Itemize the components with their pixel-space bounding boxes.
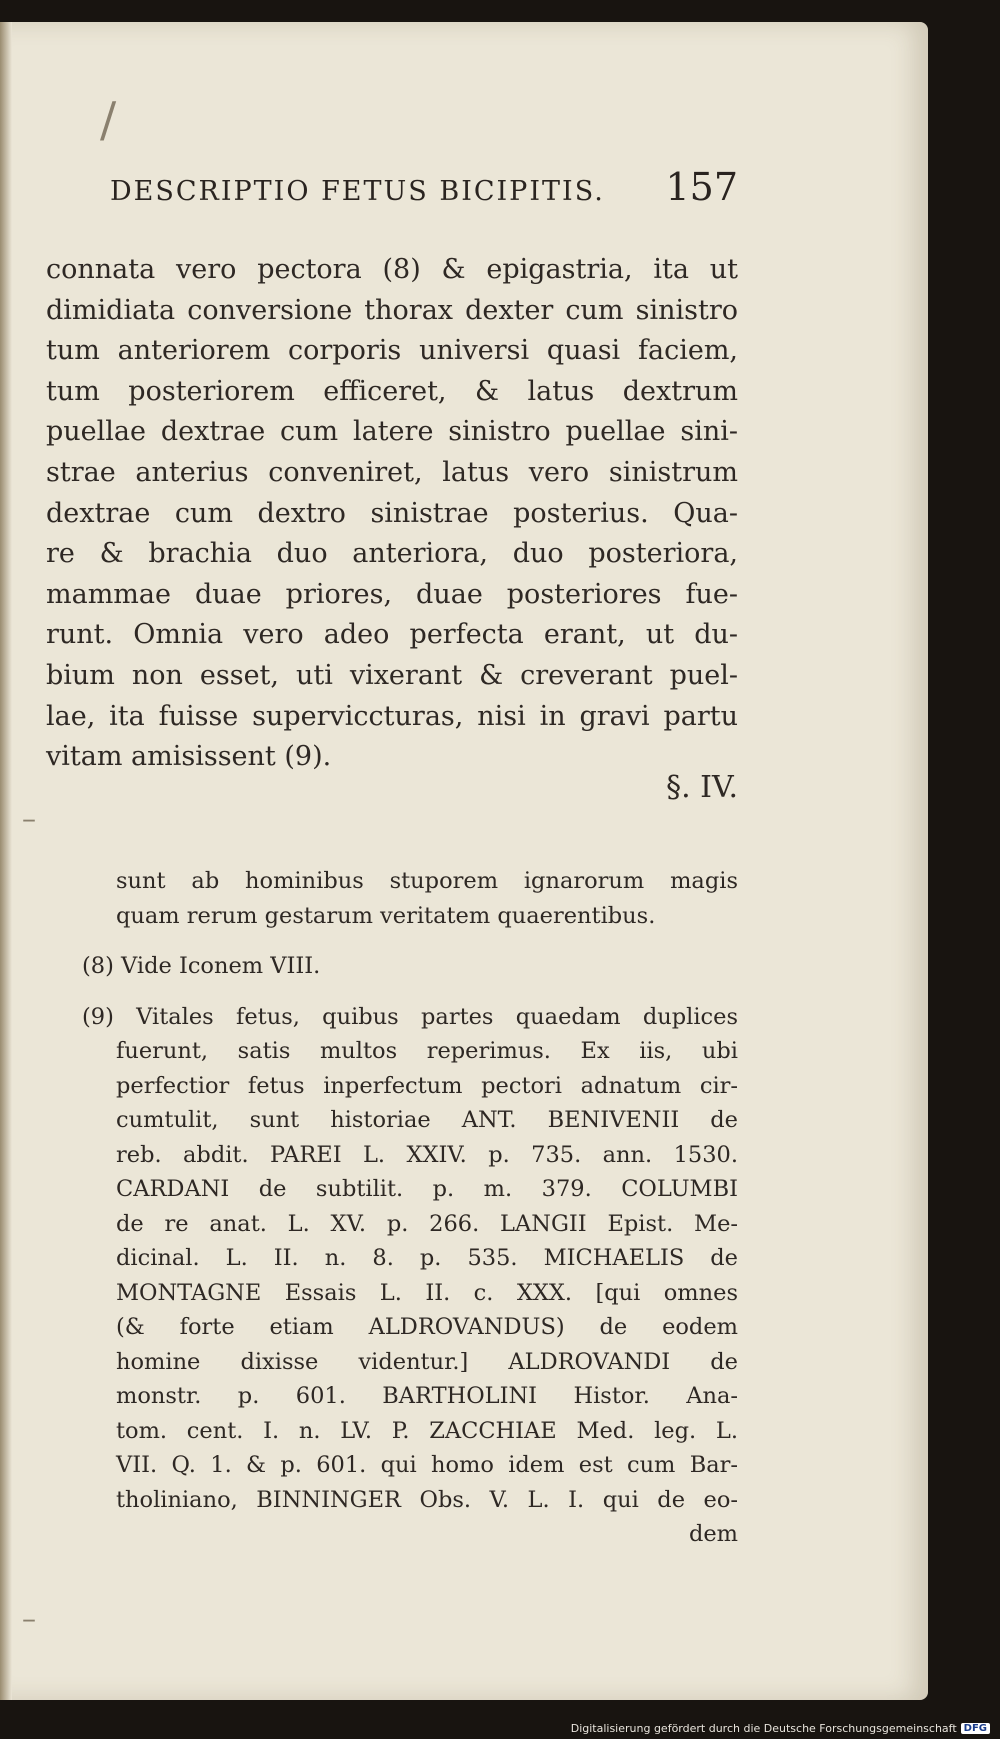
body-line: re & brachia duo anteriora, duo posteriora, bbox=[46, 538, 738, 570]
body-line: tum posteriorem efficeret, & latus dextrum bbox=[46, 375, 738, 407]
catchword: dem bbox=[688, 1521, 738, 1547]
body-line: runt. Omnia vero adeo perfecta erant, ut du- bbox=[46, 619, 738, 651]
book-page bbox=[0, 22, 928, 1700]
body-line: bium non esset, uti vixerant & creverant puel- bbox=[46, 659, 738, 691]
body-line: mammae duae priores, duae posteriores fue- bbox=[46, 578, 738, 610]
section-heading-catchword: §. IV. bbox=[666, 770, 738, 805]
body-line: lae, ita fuisse superviccturas, nisi in gravi partu bbox=[46, 700, 738, 732]
footnotes bbox=[82, 864, 738, 1552]
footnote-9-line: cumtulit, sunt historiae ANT. BENIVENII de bbox=[116, 1107, 738, 1133]
body-line: strae anterius conveniret, latus vero sinistrum bbox=[46, 456, 738, 488]
page-number: 157 bbox=[665, 165, 738, 209]
running-title: DESCRIPTIO FETUS BICIPITIS. bbox=[110, 176, 605, 207]
footnote-continuation-line: sunt ab hominibus stuporem ignarorum magis bbox=[116, 868, 738, 894]
pencil-mark-left-1: – bbox=[22, 802, 36, 835]
body-line: dextrae cum dextro sinistrae posterius. Qua- bbox=[46, 497, 738, 529]
body-line: puellae dextrae cum latere sinistro puellae sini- bbox=[46, 416, 738, 448]
pencil-mark-top: / bbox=[100, 92, 117, 148]
footnote-9-line: reb. abdit. PAREI L. XXIV. p. 735. ann. 1530. bbox=[116, 1141, 738, 1168]
digitization-credit bbox=[571, 1722, 990, 1735]
footnote-9-line: perfectior fetus inperfectum pectori adnatum cir- bbox=[116, 1072, 738, 1099]
body-line: connata vero pectora (8) & epigastria, ita ut bbox=[46, 254, 738, 285]
body-line: tum anteriorem corporis universi quasi faciem, bbox=[46, 335, 738, 367]
page-gutter-shadow bbox=[0, 22, 12, 1700]
body-line: dimidiata conversione thorax dexter cum sinistro bbox=[46, 294, 738, 326]
footnote-9-line: monstr. p. 601. BARTHOLINI Histor. Ana- bbox=[116, 1383, 738, 1409]
footnote-8: (8) Vide Iconem VIII. bbox=[82, 953, 321, 979]
footnote-continuation-line: quam rerum gestarum veritatem quaerentibus. bbox=[116, 902, 656, 929]
footnote-9-line: tom. cent. I. n. LV. P. ZACCHIAE Med. leg. L. bbox=[116, 1417, 738, 1444]
footnote-9-line: dicinal. L. II. n. 8. p. 535. MICHAELIS de bbox=[116, 1245, 738, 1271]
dfg-logo-icon: DFG bbox=[961, 1723, 990, 1734]
body-line: vitam amisissent (9). bbox=[46, 741, 332, 773]
footnote-9-line: MONTAGNE Essais L. II. c. XXX. [qui omnes bbox=[116, 1279, 738, 1306]
footnote-9-line: (9) Vitales fetus, quibus partes quaedam duplices bbox=[82, 1003, 738, 1030]
footnote-9-line: tholiniano, BINNINGER Obs. V. L. I. qui de eo- bbox=[116, 1486, 738, 1513]
footnote-9-line: VII. Q. 1. & p. 601. qui homo idem est cum Bar- bbox=[116, 1452, 738, 1478]
pencil-mark-left-2: – bbox=[22, 1602, 36, 1635]
footnote-9-line: fuerunt, satis multos reperimus. Ex iis, ubi bbox=[116, 1038, 738, 1064]
footnote-9-line: de re anat. L. XV. p. 266. LANGII Epist. Me- bbox=[116, 1210, 738, 1237]
footnote-9-line: (& forte etiam ALDROVANDUS) de eodem bbox=[116, 1314, 738, 1340]
footnote-9-line: CARDANI de subtilit. p. m. 379. COLUMBI bbox=[116, 1176, 738, 1202]
digitization-text: Digitalisierung gefördert durch die Deutsche Forschungsgemeinschaft bbox=[570, 1722, 957, 1735]
body-text bbox=[46, 250, 738, 778]
footnote-9-line: homine dixisse videntur.] ALDROVANDI de bbox=[116, 1348, 738, 1375]
page-header bbox=[110, 165, 738, 209]
